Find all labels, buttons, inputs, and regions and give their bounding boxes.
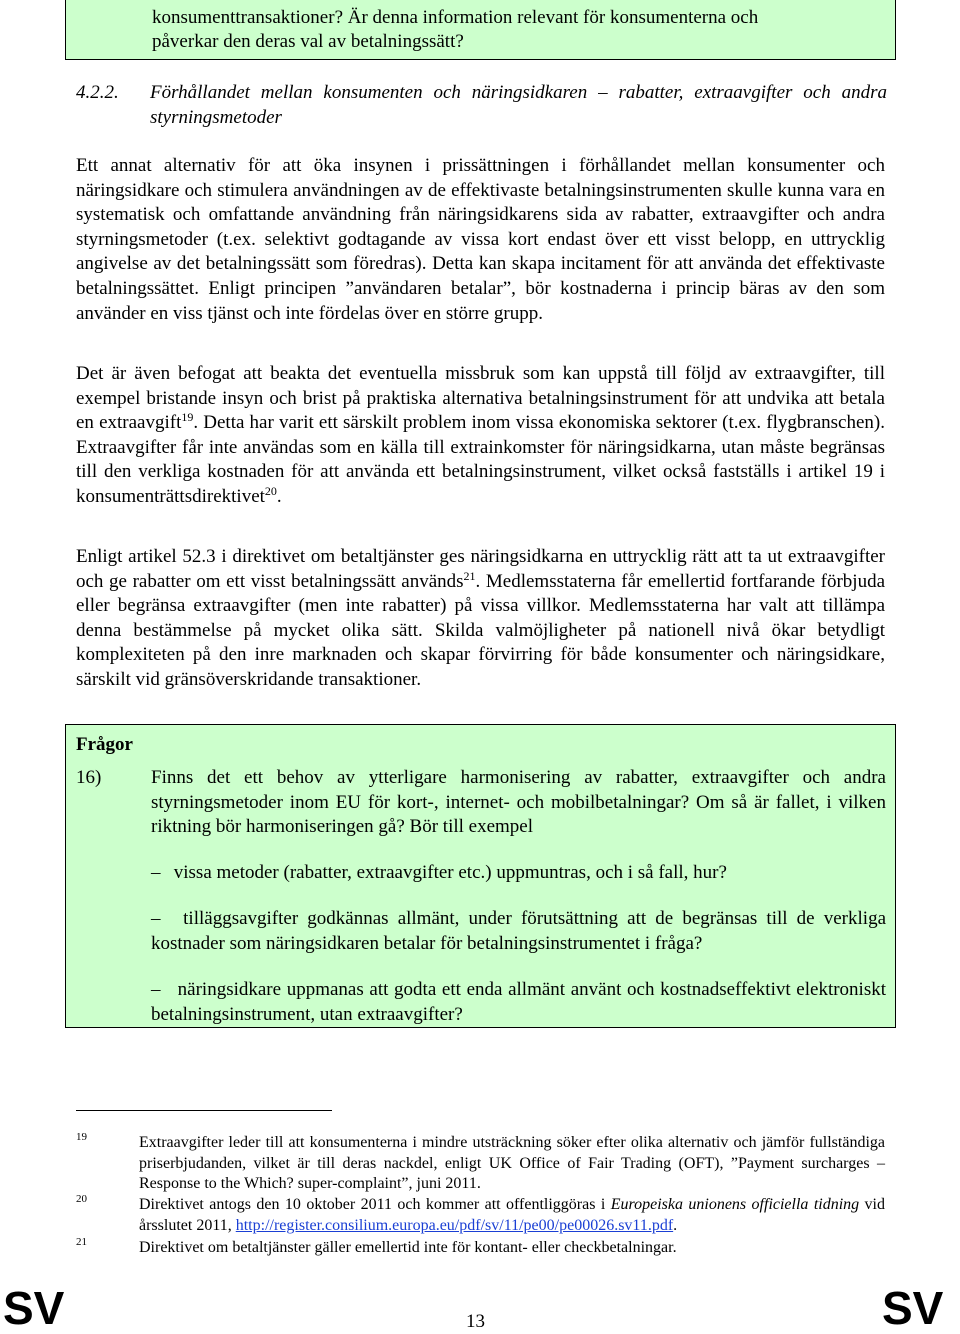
paragraph-2-text-c: . bbox=[276, 485, 282, 507]
footnote-20-text-b: vid årsslutet 2011, bbox=[139, 1196, 885, 1234]
question-item-1-text: vissa metoder (rabatter, extraavgifter etc.) uppmuntras, och i så fall, hur? bbox=[173, 862, 727, 883]
top-question-box bbox=[65, 0, 896, 60]
footnote-21-number: 21 bbox=[76, 1236, 87, 1248]
footnote-ref-19[interactable]: 19 bbox=[181, 410, 194, 425]
dash-icon: – bbox=[151, 979, 161, 1000]
paragraph-1 bbox=[76, 154, 885, 326]
question-text: Finns det ett behov av ytterligare harmonisering av rabatter, extraavgifter och andra styrningsmetoder inom EU för kort-, internet- och mobilbetalningar? Om så är fallet, i vilken riktning bör harmoniseringen gå? Bör till exempel bbox=[151, 767, 886, 838]
paragraph-2-text-a: Det är även befogat att beakta det eventuella missbruk som kan uppstå till följd av extraavgifter, till exempel bristande insyn och brist på praktiska alternativa betalningsinstrument för att undvika att betala en extraavgift bbox=[76, 363, 885, 434]
footnote-19: Extraavgifter leder till att konsumenterna i mindre utsträckning söker efter olika alternativ och jämför fullständiga priserbjudanden, vilket är till deras nackdel, enligt UK Office of Fair Trading (OFT), ”Payment surcharges – Response to the Which? super-complaint”, juni 2011. bbox=[139, 1134, 885, 1192]
paragraph-3 bbox=[76, 545, 885, 693]
language-code-left: SV bbox=[3, 1282, 65, 1334]
questions-box bbox=[65, 724, 896, 1028]
top-question-line2: påverkar den deras val av betalningssätt? bbox=[152, 31, 464, 52]
paragraph-2 bbox=[76, 362, 885, 510]
footnote-20-journal: Europeiska unionens officiella tidning bbox=[610, 1196, 860, 1213]
paragraph-3-text-b: . Medlemsstaterna får emellertid fortfarande förbjuda eller begränsa extraavgifter (men inte rabatter) på vissa villkor. Medlemsstaterna har valt att tillämpa denna bestämmelse på mycket olika sätt. Skilda valmöjligheter på nationell nivå ökar betydligt komplexiteten på den inre marknaden och skapar förvirring för både konsumenter och näringsidkare, särskilt vid gränsöverskridande transaktioner. bbox=[76, 570, 885, 690]
footnote-20-number: 20 bbox=[76, 1193, 87, 1205]
top-question-line1: konsumenttransaktioner? Är denna information relevant för konsumenterna och bbox=[152, 7, 759, 28]
footnote-19-number: 19 bbox=[76, 1131, 87, 1143]
question-item-2 bbox=[151, 907, 886, 956]
questions-heading: Frågor bbox=[76, 734, 133, 755]
section-number: 4.2.2. bbox=[76, 82, 119, 103]
footnote-20 bbox=[139, 1195, 885, 1236]
question-number: 16) bbox=[76, 767, 102, 788]
footnote-21: Direktivet om betaltjänster gäller emellertid inte för kontant- eller checkbetalningar. bbox=[139, 1239, 677, 1256]
paragraph-1-text: Ett annat alternativ för att öka insynen i prissättningen i förhållandet mellan konsumenter och näringsidkare och stimulera användningen av de effektivaste betalningsinstrumenten skulle kunna vara en systematisk och omfattande användning från näringsidkarens sida av rabatter, extraavgifter och andra styrningsmetoder (t.ex. selektivt godtagande av vissa kort endast över ett visst belopp, en uttrycklig angivelse av det betalningssätt som föredras). Detta kan skapa incitament för att använda det effektivaste betalningssättet. Enligt principen ”användaren betalar”, bör kostnaderna i princip bäras av den som använder en viss tjänst och inte fördelas över en större grupp. bbox=[76, 155, 885, 324]
footnote-20-text-c: . bbox=[673, 1216, 678, 1234]
page-number: 13 bbox=[466, 1311, 485, 1332]
footnote-separator bbox=[76, 1110, 332, 1111]
question-item-3 bbox=[151, 978, 886, 1027]
question-item-2-text: tilläggsavgifter godkännas allmänt, under förutsättning att de begränsas till de verkliga kostnader som näringsidkaren betalar för betalningsinstrumentet i fråga? bbox=[151, 908, 886, 954]
footnote-ref-21[interactable]: 21 bbox=[463, 568, 476, 583]
question-item-3-text: näringsidkare uppmanas att godta ett enda allmänt använt och kostnadseffektivt elektroniskt betalningsinstrument, utan extraavgifter? bbox=[151, 979, 886, 1025]
question-item-1 bbox=[151, 861, 886, 886]
footnote-20-text-a: Direktivet antogs den 10 oktober 2011 och kommer att offentliggöras i bbox=[139, 1196, 611, 1213]
dash-icon: – bbox=[151, 862, 161, 883]
language-code-right: SV bbox=[882, 1282, 944, 1334]
footnote-20-link[interactable]: http://register.consilium.europa.eu/pdf/sv/11/pe00/pe00026.sv11.pdf bbox=[235, 1216, 674, 1234]
paragraph-2-text-b: . Detta har varit ett särskilt problem inom vissa ekonomiska sektorer (t.ex. flygbranschen). Extraavgifter får inte användas som en källa till extrainkomster för näringsidkarna, utan måste begränsas till den verkliga kostnaden för att använda ett betalningsinstrument, vilket också fastställs i artikel 19 i konsumenträttsdirektivet bbox=[76, 412, 885, 507]
dash-icon: – bbox=[151, 908, 161, 929]
section-title: Förhållandet mellan konsumenten och näringsidkaren – rabatter, extraavgifter och andra styrningsmetoder bbox=[150, 82, 887, 128]
footnote-ref-20[interactable]: 20 bbox=[264, 483, 277, 498]
paragraph-3-text-a: Enligt artikel 52.3 i direktivet om betaltjänster ges näringsidkarna en uttrycklig rätt att ta ut extraavgifter och ge rabatter om ett visst betalningssätt används bbox=[76, 546, 885, 592]
